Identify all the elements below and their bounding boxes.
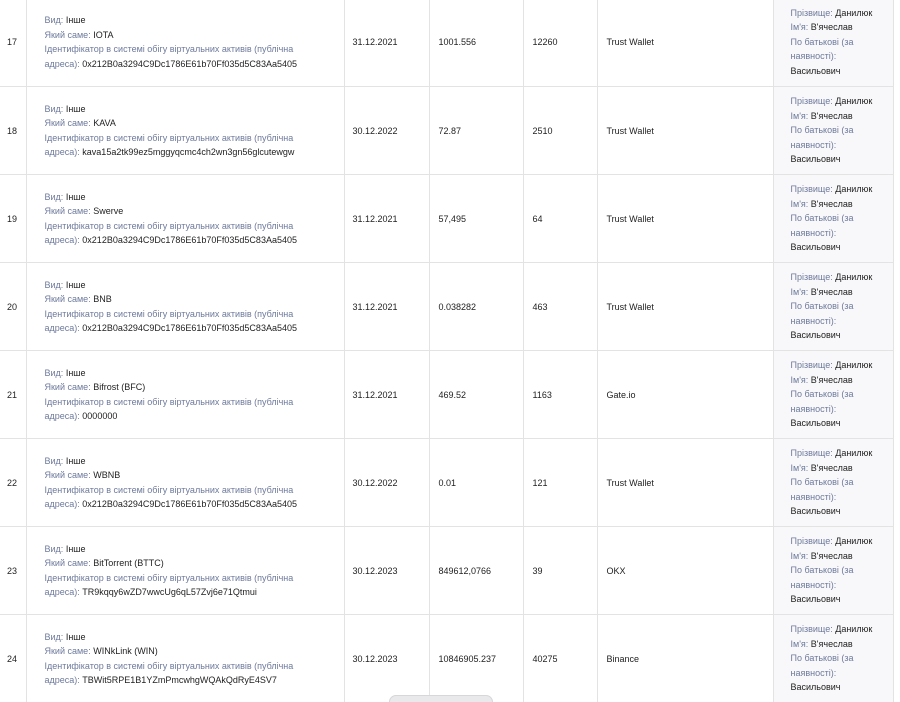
which-value: IOTA (93, 29, 114, 40)
surname-label: Прізвище: (790, 96, 833, 107)
which-value: BitTorrent (BTTC) (93, 558, 164, 568)
row-number: 24 (7, 653, 18, 664)
value-cell (523, 615, 597, 702)
surname-value: Данилюк (835, 96, 873, 107)
date-cell (344, 439, 429, 527)
amount-cell (429, 175, 523, 263)
table-row (0, 351, 893, 439)
patronymic-label-cont: наявності): (790, 315, 837, 326)
asset-value: 2510 (532, 125, 553, 136)
address-label: Ідентифікатор в системі обігу віртуальних активів (публічна (44, 308, 294, 319)
value-cell (523, 87, 597, 175)
address-value: 0x212B0a3294C9Dc1786E61b70Ff035d5C83Aa5405 (82, 323, 297, 333)
name-value: В'ячеслав (810, 198, 853, 209)
which-value: WINkLink (WIN) (93, 646, 158, 656)
name-value: В'ячеслав (810, 374, 853, 385)
address-label: Ідентифікатор в системі обігу віртуальних активів (публічна (44, 660, 294, 671)
name-label: Ім'я: (790, 110, 809, 121)
kind-value: Інше (65, 279, 86, 290)
platform-cell (597, 527, 773, 615)
platform-cell (597, 175, 773, 263)
kind-label: Вид: (44, 103, 64, 114)
platform-name: Binance (606, 653, 640, 664)
value-cell (523, 175, 597, 263)
asset-cell (26, 175, 344, 263)
name-label: Ім'я: (790, 198, 809, 209)
which-value: Bifrost (BFC) (93, 382, 146, 392)
address-label: Ідентифікатор в системі обігу віртуальних активів (публічна (44, 396, 294, 407)
table-row (0, 175, 893, 263)
asset-amount: 469.52 (438, 389, 467, 400)
amount-cell (429, 351, 523, 439)
table-row (0, 615, 893, 702)
surname-value: Данилюк (835, 272, 873, 283)
owner-cell (773, 615, 893, 702)
table-row (0, 263, 893, 351)
asset-amount: 10846905.237 (438, 653, 497, 664)
which-label: Який саме: (44, 382, 91, 392)
address-value: TBWit5RPE1B1YZmPmcwhgWQAkQdRyE4SV7 (82, 675, 277, 685)
value-cell (523, 0, 597, 87)
platform-name: Gate.io (606, 389, 636, 400)
surname-value: Данилюк (835, 624, 873, 635)
patronymic-label: По батькові (за (790, 565, 854, 576)
row-number: 18 (7, 125, 18, 136)
asset-value: 64 (532, 213, 543, 224)
kind-value: Інше (65, 367, 86, 378)
kind-label: Вид: (44, 279, 64, 290)
value-cell (523, 527, 597, 615)
amount-cell (429, 263, 523, 351)
surname-label: Прізвище: (790, 272, 833, 283)
name-value: В'ячеслав (810, 286, 853, 297)
surname-label: Прізвище: (790, 448, 833, 459)
asset-cell (26, 351, 344, 439)
date-cell (344, 615, 429, 702)
asset-amount: 0.01 (438, 477, 457, 488)
owner-cell (773, 351, 893, 439)
row-number-cell (0, 615, 26, 702)
row-number-cell (0, 87, 26, 175)
asset-value: 12260 (532, 37, 558, 47)
name-label: Ім'я: (790, 550, 809, 561)
address-label: Ідентифікатор в системі обігу віртуальних активів (публічна (44, 44, 294, 54)
patronymic-value: Васильович (790, 594, 841, 605)
name-value: В'ячеслав (810, 110, 853, 121)
patronymic-value: Васильович (790, 418, 841, 429)
platform-name: Trust Wallet (606, 125, 654, 136)
table-row (0, 439, 893, 527)
address-label-cont: адреса): (44, 323, 80, 333)
name-value: В'ячеслав (810, 462, 853, 473)
asset-amount: 57,495 (438, 213, 467, 224)
which-value: Swerve (93, 206, 124, 216)
platform-cell (597, 263, 773, 351)
which-label: Який саме: (44, 118, 91, 128)
platform-cell (597, 351, 773, 439)
asset-cell (26, 527, 344, 615)
name-value: В'ячеслав (810, 638, 853, 649)
acquisition-date: 31.12.2021 (352, 389, 398, 400)
row-number: 23 (7, 565, 18, 576)
row-number-cell (0, 0, 26, 87)
platform-cell (597, 0, 773, 87)
surname-label: Прізвище: (790, 360, 833, 371)
surname-label: Прізвище: (790, 536, 833, 547)
surname-value: Данилюк (835, 536, 873, 547)
kind-label: Вид: (44, 191, 64, 202)
platform-cell (597, 615, 773, 702)
row-number-cell (0, 351, 26, 439)
kind-value: Інше (65, 103, 86, 114)
value-cell (523, 439, 597, 527)
surname-label: Прізвище: (790, 184, 833, 195)
amount-cell (429, 0, 523, 87)
address-value: 0x212B0a3294C9Dc1786E61b70Ff035d5C83Aa5405 (82, 235, 297, 245)
address-label: Ідентифікатор в системі обігу віртуальних активів (публічна (44, 132, 294, 143)
date-cell (344, 351, 429, 439)
surname-value: Данилюк (835, 360, 873, 371)
row-number: 21 (7, 389, 18, 400)
acquisition-date: 30.12.2022 (352, 477, 398, 488)
asset-amount: 0.038282 (438, 301, 477, 312)
address-label-cont: адреса): (44, 235, 80, 245)
patronymic-label-cont: наявності): (790, 491, 837, 502)
name-label: Ім'я: (790, 286, 809, 297)
address-label: Ідентифікатор в системі обігу віртуальних активів (публічна (44, 220, 294, 231)
table-row (0, 0, 893, 87)
asset-value: 463 (532, 301, 548, 312)
patronymic-label: По батькові (за (790, 301, 854, 312)
patronymic-value: Васильович (790, 330, 841, 341)
value-cell (523, 263, 597, 351)
patronymic-value: Васильович (790, 682, 841, 693)
amount-cell (429, 527, 523, 615)
amount-cell (429, 615, 523, 702)
table-row (0, 527, 893, 615)
surname-value: Данилюк (835, 184, 873, 195)
surname-value: Данилюк (835, 448, 873, 459)
address-label: Ідентифікатор в системі обігу віртуальних активів (публічна (44, 484, 294, 495)
which-label: Який саме: (44, 470, 91, 480)
kind-value: Інше (65, 15, 86, 25)
kind-label: Вид: (44, 15, 64, 25)
asset-amount: 1001.556 (438, 37, 477, 47)
platform-name: Trust Wallet (606, 37, 654, 47)
asset-cell (26, 87, 344, 175)
amount-cell (429, 87, 523, 175)
address-label-cont: адреса): (44, 411, 80, 421)
row-number-cell (0, 175, 26, 263)
patronymic-label: По батькові (за (790, 389, 854, 400)
name-label: Ім'я: (790, 462, 809, 473)
patronymic-label-cont: наявності): (790, 227, 837, 238)
asset-amount: 72.87 (438, 125, 462, 136)
kind-label: Вид: (44, 455, 64, 466)
date-cell (344, 527, 429, 615)
date-cell (344, 87, 429, 175)
kind-value: Інше (65, 631, 86, 642)
surname-value: Данилюк (835, 7, 873, 18)
table-row (0, 87, 893, 175)
patronymic-label: По батькові (за (790, 477, 854, 488)
row-number-cell (0, 527, 26, 615)
name-label: Ім'я: (790, 374, 809, 385)
patronymic-label-cont: наявності): (790, 139, 837, 150)
owner-cell (773, 0, 893, 87)
owner-cell (773, 175, 893, 263)
address-value: 0000000 (82, 411, 118, 421)
asset-cell (26, 615, 344, 702)
patronymic-value: Васильович (790, 154, 841, 165)
kind-label: Вид: (44, 367, 64, 378)
row-number: 19 (7, 213, 18, 224)
name-label: Ім'я: (790, 638, 809, 649)
surname-label: Прізвище: (790, 7, 833, 18)
value-cell (523, 351, 597, 439)
acquisition-date: 31.12.2021 (352, 213, 398, 224)
platform-cell (597, 87, 773, 175)
which-label: Який саме: (44, 558, 91, 568)
row-number-cell (0, 439, 26, 527)
owner-cell (773, 87, 893, 175)
asset-cell (26, 0, 344, 87)
platform-name: Trust Wallet (606, 213, 654, 224)
address-value: 0x212B0a3294C9Dc1786E61b70Ff035d5C83Aa5405 (82, 58, 297, 69)
address-label-cont: адреса): (44, 147, 80, 157)
surname-label: Прізвище: (790, 624, 833, 635)
patronymic-value: Васильович (790, 506, 841, 517)
acquisition-date: 31.12.2021 (352, 37, 398, 47)
acquisition-date: 30.12.2023 (352, 653, 398, 664)
patronymic-label: По батькові (за (790, 36, 854, 47)
patronymic-value: Васильович (790, 242, 841, 253)
amount-cell (429, 439, 523, 527)
kind-label: Вид: (44, 543, 64, 554)
patronymic-label: По батькові (за (790, 213, 854, 224)
asset-amount: 849612,0766 (438, 565, 492, 576)
kind-label: Вид: (44, 631, 64, 642)
date-cell (344, 175, 429, 263)
address-label-cont: адреса): (44, 58, 80, 69)
row-number-cell (0, 263, 26, 351)
address-label-cont: адреса): (44, 499, 80, 509)
address-value: TR9kqqy6wZD7wwcUg6qL57Zvj6e71Qtmui (82, 587, 257, 597)
patronymic-label-cont: наявності): (790, 403, 837, 414)
which-label: Який саме: (44, 206, 91, 216)
name-value: В'ячеслав (810, 550, 853, 561)
which-value: KAVA (93, 118, 116, 128)
name-value: В'ячеслав (810, 22, 853, 33)
row-number: 20 (7, 301, 18, 312)
platform-name: Trust Wallet (606, 301, 654, 312)
date-cell (344, 0, 429, 87)
scroll-handle[interactable] (389, 695, 493, 702)
patronymic-label-cont: наявності): (790, 579, 837, 590)
patronymic-label: По батькові (за (790, 125, 854, 136)
asset-cell (26, 439, 344, 527)
address-value: kava15a2tk99ez5mggyqcmc4ch2wn3gn56glcutewgw (82, 147, 295, 157)
acquisition-date: 30.12.2022 (352, 125, 398, 136)
row-number: 17 (7, 37, 18, 47)
asset-value: 121 (532, 477, 548, 488)
which-label: Який саме: (44, 294, 91, 304)
kind-value: Інше (65, 191, 86, 202)
row-number: 22 (7, 477, 18, 488)
platform-cell (597, 439, 773, 527)
kind-value: Інше (65, 543, 86, 554)
owner-cell (773, 439, 893, 527)
platform-name: Trust Wallet (606, 477, 654, 488)
patronymic-label-cont: наявності): (790, 667, 837, 678)
patronymic-label-cont: наявності): (790, 51, 837, 62)
owner-cell (773, 263, 893, 351)
which-label: Який саме: (44, 29, 91, 40)
patronymic-label: По батькові (за (790, 653, 854, 664)
acquisition-date: 30.12.2023 (352, 565, 398, 576)
name-label: Ім'я: (790, 22, 809, 33)
asset-value: 40275 (532, 653, 558, 664)
date-cell (344, 263, 429, 351)
which-value: BNB (93, 294, 112, 304)
owner-cell (773, 527, 893, 615)
asset-cell (26, 263, 344, 351)
kind-value: Інше (65, 455, 86, 466)
address-label-cont: адреса): (44, 587, 80, 597)
patronymic-value: Васильович (790, 65, 841, 76)
asset-value: 1163 (532, 389, 552, 400)
asset-value: 39 (532, 565, 543, 576)
platform-name: OKX (606, 565, 626, 576)
address-value: 0x212B0a3294C9Dc1786E61b70Ff035d5C83Aa5405 (82, 499, 297, 509)
address-label-cont: адреса): (44, 675, 80, 685)
which-value: WBNB (93, 470, 121, 480)
acquisition-date: 31.12.2021 (352, 301, 398, 312)
address-label: Ідентифікатор в системі обігу віртуальних активів (публічна (44, 572, 294, 583)
which-label: Який саме: (44, 646, 91, 656)
